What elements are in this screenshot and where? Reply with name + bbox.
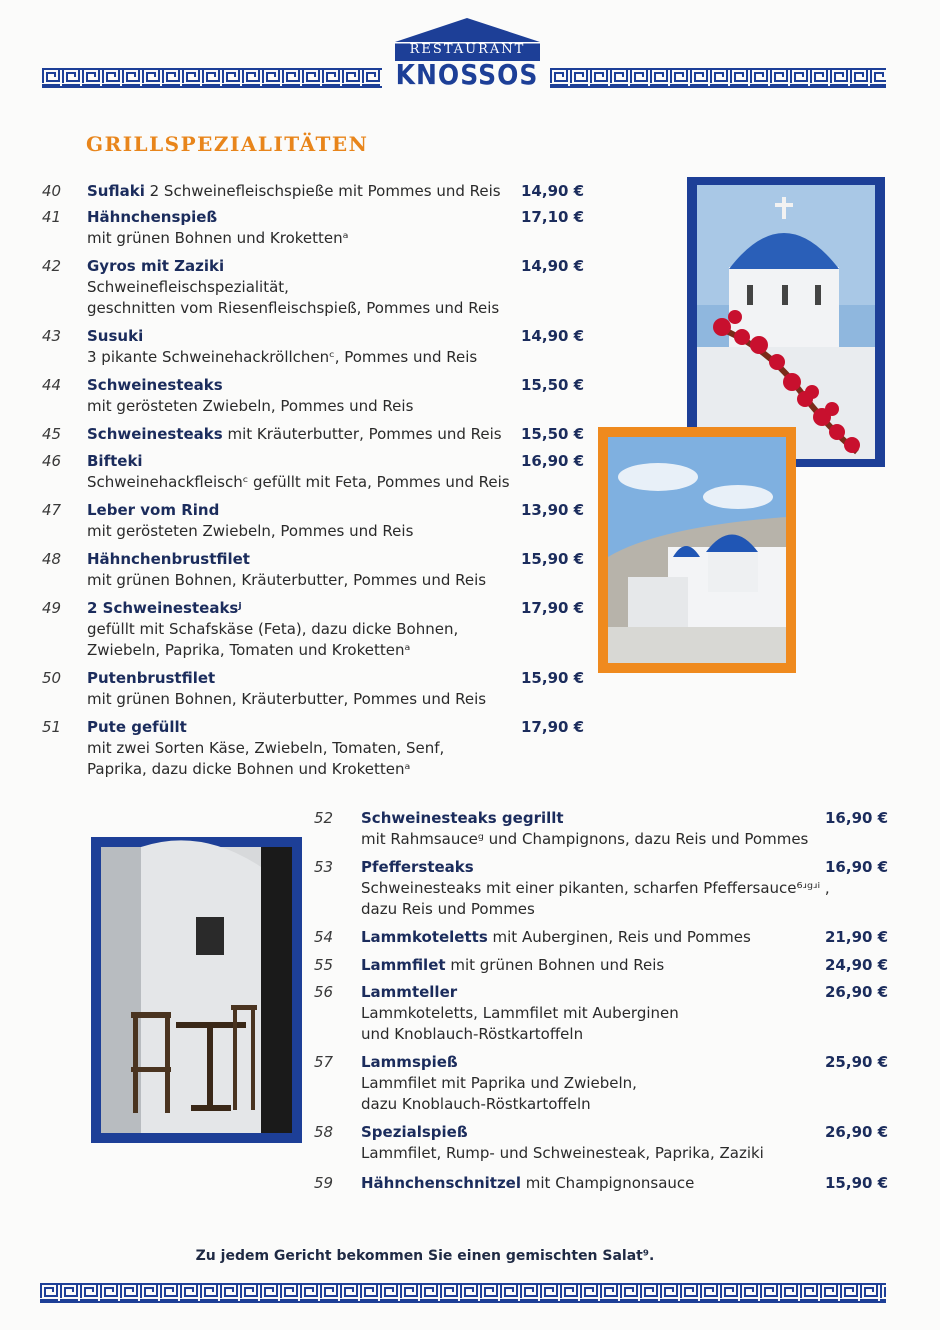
menu-item-inline-desc: mit Champignonsauce	[525, 1174, 695, 1192]
menu-item-name: Spezialspieß	[361, 1123, 468, 1141]
logo-knossos-text: KNOSSOS	[395, 58, 539, 91]
menu-item-inline-desc: mit Auberginen, Reis und Pommes	[492, 928, 751, 946]
menu-item-name: Suflaki	[87, 182, 145, 200]
menu-item-price: 15,50 €	[521, 425, 585, 443]
menu-item-description: mit gerösteten Zwiebeln, Pommes und Reis	[87, 397, 414, 415]
greek-key-border-right	[550, 68, 886, 88]
menu-item-price: 24,90 €	[825, 956, 889, 974]
menu-item-description: Lammkoteletts, Lammfilet mit Auberginen	[361, 1004, 679, 1022]
menu-item-description: dazu Knoblauch-Röstkartoffeln	[361, 1095, 591, 1113]
menu-item-description: Schweinehackfleischᶜ gefüllt mit Feta, Pommes und Reis	[87, 473, 510, 491]
menu-item-description: mit grünen Bohnen und Krokettenᵃ	[87, 229, 349, 247]
menu-item-number: 42	[42, 257, 62, 275]
menu-item-number: 52	[314, 809, 334, 827]
menu-item-price: 15,50 €	[521, 376, 585, 394]
menu-item-description: geschnitten vom Riesenfleischspieß, Pommes und Reis	[87, 299, 500, 317]
menu-item-description: mit Rahmsauceᵍ und Champignons, dazu Reis und Pommes	[361, 830, 809, 848]
menu-item-price: 16,90 €	[825, 809, 889, 827]
menu-item-description: Schweinefleischspezialität,	[87, 278, 289, 296]
menu-item-number: 40	[42, 182, 62, 200]
menu-item-name: Bifteki	[87, 452, 143, 470]
menu-item-description: mit grünen Bohnen, Kräuterbutter, Pommes und Reis	[87, 690, 487, 708]
menu-item-number: 49	[42, 599, 62, 617]
menu-item-description: mit gerösteten Zwiebeln, Pommes und Reis	[87, 522, 414, 540]
menu-item-number: 45	[42, 425, 62, 443]
menu-item-name: Pute gefüllt	[87, 718, 187, 736]
section-title: GRILLSPEZIALITÄTEN	[86, 132, 369, 156]
menu-item-name: 2 Schweinesteaksʲ	[87, 599, 242, 617]
photo-santorini-village	[598, 427, 796, 673]
menu-item-description: mit zwei Sorten Käse, Zwiebeln, Tomaten, Senf,	[87, 739, 445, 757]
menu-item-description: dazu Reis und Pommes	[361, 900, 535, 918]
menu-item-number: 56	[314, 983, 334, 1001]
menu-item-number: 48	[42, 550, 62, 568]
menu-item-name: Hähnchenspieß	[87, 208, 218, 226]
greek-key-border-bottom	[40, 1283, 886, 1303]
menu-item-number: 44	[42, 376, 62, 394]
menu-item-name: Hähnchenbrustfilet	[87, 550, 250, 568]
menu-item-name: Lammteller	[361, 983, 458, 1001]
menu-item-price: 17,10 €	[521, 208, 585, 226]
menu-item-price: 25,90 €	[825, 1053, 889, 1071]
photo-blue-dome-church	[687, 177, 885, 467]
menu-item-name: Putenbrustfilet	[87, 669, 216, 687]
menu-item-number: 59	[314, 1174, 334, 1192]
menu-item-price: 15,90 €	[521, 669, 585, 687]
menu-item-number: 58	[314, 1123, 334, 1141]
menu-item-inline-desc: mit Kräuterbutter, Pommes und Reis	[227, 425, 502, 443]
menu-item-price: 13,90 €	[521, 501, 585, 519]
menu-item-description: Zwiebeln, Paprika, Tomaten und Krokettenᵃ	[87, 641, 411, 659]
menu-item-inline-desc: mit grünen Bohnen und Reis	[450, 956, 665, 974]
menu-item-name: Lammfilet	[361, 956, 446, 974]
menu-item-number: 50	[42, 669, 62, 687]
menu-item-price: 16,90 €	[825, 858, 889, 876]
photo-white-room-chair	[91, 837, 302, 1143]
menu-item-number: 43	[42, 327, 62, 345]
menu-item-number: 53	[314, 858, 334, 876]
footnote-salad: Zu jedem Gericht bekommen Sie einen gemischten Salat⁹.	[195, 1248, 655, 1264]
menu-item-name: Schweinesteaks	[87, 376, 223, 394]
menu-item-number: 57	[314, 1053, 334, 1071]
menu-item-price: 14,90 €	[521, 257, 585, 275]
menu-item-name: Schweinesteaks	[87, 425, 223, 443]
greek-key-border-left	[42, 68, 382, 88]
menu-item-price: 15,90 €	[825, 1174, 889, 1192]
menu-item-number: 41	[42, 208, 62, 226]
menu-item-name: Lammspieß	[361, 1053, 458, 1071]
menu-item-name: Lammkoteletts	[361, 928, 488, 946]
menu-item-inline-desc: 2 Schweinefleischspieße mit Pommes und Reis	[149, 182, 501, 200]
menu-item-number: 47	[42, 501, 62, 519]
menu-item-name: Schweinesteaks gegrillt	[361, 809, 564, 827]
menu-item-description: mit grünen Bohnen, Kräuterbutter, Pommes und Reis	[87, 571, 487, 589]
menu-item-description: Schweinesteaks mit einer pikanten, scharfen Pfeffersauce⁶ʴᵍʴⁱ ,	[361, 879, 830, 897]
menu-item-name: Hähnchenschnitzel	[361, 1174, 521, 1192]
menu-item-number: 46	[42, 452, 62, 470]
menu-item-number: 55	[314, 956, 334, 974]
menu-item-name: Gyros mit Zaziki	[87, 257, 225, 275]
menu-item-number: 54	[314, 928, 334, 946]
menu-item-price: 26,90 €	[825, 1123, 889, 1141]
menu-item-number: 51	[42, 718, 62, 736]
logo-restaurant-text: RESTAURANT	[409, 42, 526, 57]
menu-item-description: und Knoblauch-Röstkartoffeln	[361, 1025, 584, 1043]
menu-item-description: Lammfilet, Rump- und Schweinesteak, Paprika, Zaziki	[361, 1144, 764, 1162]
menu-item-name: Pfeffersteaks	[361, 858, 474, 876]
menu-item-price: 16,90 €	[521, 452, 585, 470]
menu-item-description: gefüllt mit Schafskäse (Feta), dazu dicke Bohnen,	[87, 620, 459, 638]
menu-item-price: 17,90 €	[521, 599, 585, 617]
menu-item-price: 21,90 €	[825, 928, 889, 946]
menu-item-price: 15,90 €	[521, 550, 585, 568]
menu-item-price: 14,90 €	[521, 182, 585, 200]
menu-item-name: Leber vom Rind	[87, 501, 220, 519]
menu-item-description: 3 pikante Schweinehackröllchenᶜ, Pommes und Reis	[87, 348, 478, 366]
menu-item-description: Lammfilet mit Paprika und Zwiebeln,	[361, 1074, 637, 1092]
menu-item-price: 14,90 €	[521, 327, 585, 345]
menu-item-price: 17,90 €	[521, 718, 585, 736]
menu-item-description: Paprika, dazu dicke Bohnen und Krokettenᵃ	[87, 760, 411, 778]
menu-item-price: 26,90 €	[825, 983, 889, 1001]
menu-item-name: Susuki	[87, 327, 144, 345]
